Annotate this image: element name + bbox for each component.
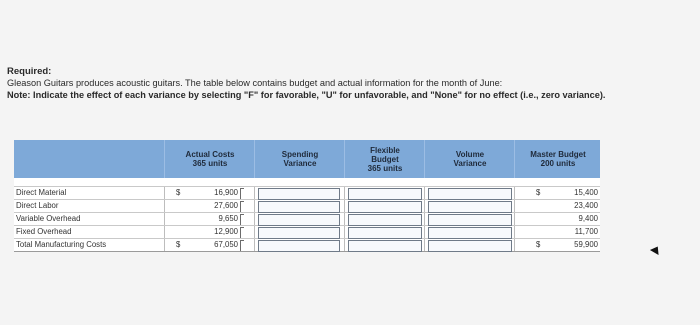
header-spending-variance: Spending Variance xyxy=(254,140,345,178)
column-divider xyxy=(254,226,255,238)
header-blank xyxy=(14,140,164,178)
row-label: Fixed Overhead xyxy=(16,227,72,236)
spending-variance-input[interactable] xyxy=(258,188,340,200)
flexible-budget-input[interactable] xyxy=(348,240,422,252)
cell-bracket xyxy=(240,240,244,251)
row-label: Direct Material xyxy=(16,188,67,197)
actual-cost-value: 9,650 xyxy=(218,214,238,223)
variance-table xyxy=(14,140,600,252)
table-row xyxy=(14,226,600,239)
row-label: Variable Overhead xyxy=(16,214,81,223)
cell-bracket xyxy=(240,188,244,199)
actual-cost-value: 27,600 xyxy=(214,201,238,210)
currency-symbol: $ xyxy=(536,240,541,249)
currency-symbol: $ xyxy=(176,188,181,197)
flexible-budget-input[interactable] xyxy=(348,214,422,226)
column-divider xyxy=(424,213,425,225)
column-divider xyxy=(424,226,425,238)
master-budget-value: 15,400 xyxy=(574,188,598,197)
currency-symbol: $ xyxy=(536,188,541,197)
column-divider xyxy=(254,213,255,225)
volume-variance-input[interactable] xyxy=(428,214,512,226)
column-divider xyxy=(424,239,425,251)
header-actual-costs: Actual Costs 365 units xyxy=(164,140,255,178)
master-budget-value: 23,400 xyxy=(574,201,598,210)
column-divider xyxy=(344,239,345,251)
column-divider xyxy=(164,239,165,251)
column-divider xyxy=(424,200,425,212)
cell-bracket xyxy=(240,201,244,212)
cell-bracket xyxy=(240,227,244,238)
required-heading: Required: xyxy=(7,66,52,77)
table-spacer xyxy=(14,178,600,187)
column-divider xyxy=(164,187,165,199)
column-divider xyxy=(424,187,425,199)
master-budget-value: 59,900 xyxy=(574,240,598,249)
column-divider xyxy=(254,200,255,212)
spending-variance-input[interactable] xyxy=(258,214,340,226)
table-row xyxy=(14,239,600,252)
column-divider xyxy=(164,226,165,238)
column-divider xyxy=(164,200,165,212)
flexible-budget-input[interactable] xyxy=(348,227,422,239)
column-divider xyxy=(254,239,255,251)
table-row xyxy=(14,200,600,213)
column-divider xyxy=(344,187,345,199)
header-master-budget: Master Budget 200 units xyxy=(514,140,601,178)
spending-variance-input[interactable] xyxy=(258,240,340,252)
spending-variance-input[interactable] xyxy=(258,201,340,213)
currency-symbol: $ xyxy=(176,240,181,249)
column-divider xyxy=(514,187,515,199)
flexible-budget-input[interactable] xyxy=(348,201,422,213)
header-volume-variance: Volume Variance xyxy=(424,140,515,178)
table-row xyxy=(14,187,600,200)
flexible-budget-input[interactable] xyxy=(348,188,422,200)
cell-bracket xyxy=(240,214,244,225)
column-divider xyxy=(254,187,255,199)
column-divider xyxy=(164,213,165,225)
instruction-note: Note: Indicate the effect of each variance by selecting "F" for favorable, "U" for unfavorable, and "None" for no effect (i.e., zero variance). xyxy=(7,90,606,100)
row-label: Total Manufacturing Costs xyxy=(16,240,107,249)
volume-variance-input[interactable] xyxy=(428,240,512,252)
row-label: Direct Labor xyxy=(16,201,59,210)
volume-variance-input[interactable] xyxy=(428,188,512,200)
volume-variance-input[interactable] xyxy=(428,227,512,239)
volume-variance-input[interactable] xyxy=(428,201,512,213)
problem-description: Gleason Guitars produces acoustic guitars. The table below contains budget and actual information for the month of June: xyxy=(7,78,503,88)
column-divider xyxy=(514,200,515,212)
mouse-cursor-icon xyxy=(650,244,662,255)
header-flexible-budget: Flexible Budget 365 units xyxy=(344,140,425,178)
column-divider xyxy=(514,226,515,238)
table-header xyxy=(14,140,600,178)
table-row xyxy=(14,213,600,226)
master-budget-value: 9,400 xyxy=(578,214,598,223)
column-divider xyxy=(514,239,515,251)
column-divider xyxy=(344,226,345,238)
master-budget-value: 11,700 xyxy=(574,227,598,236)
column-divider xyxy=(514,213,515,225)
column-divider xyxy=(344,200,345,212)
actual-cost-value: 12,900 xyxy=(214,227,238,236)
actual-cost-value: 16,900 xyxy=(214,188,238,197)
actual-cost-value: 67,050 xyxy=(214,240,238,249)
column-divider xyxy=(344,213,345,225)
spending-variance-input[interactable] xyxy=(258,227,340,239)
